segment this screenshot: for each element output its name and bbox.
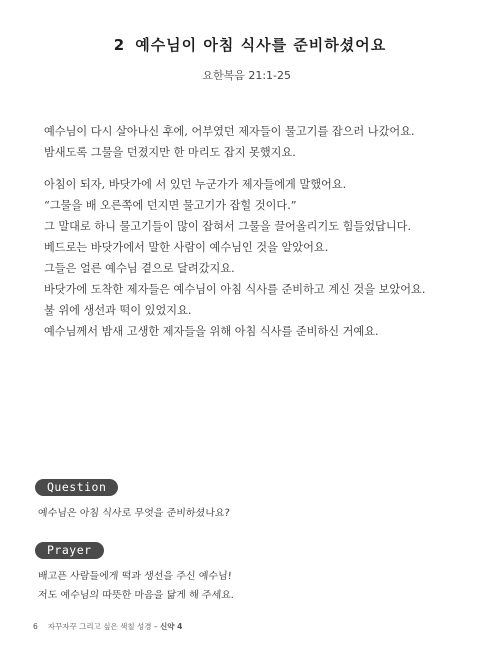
story-line: 불 위에 생선과 떡이 있었지요. (44, 304, 192, 317)
story-line: 바닷가에 도착한 제자들은 예수님이 아침 식사를 준비하고 계신 것을 보았어요. (44, 283, 426, 296)
prayer-label: Prayer (35, 542, 104, 559)
prayer-line: 저도 예수님의 따뜻한 마음을 닮게 해 주세요. (37, 590, 235, 601)
page-footer (33, 621, 182, 632)
page-number: 6 (33, 622, 38, 631)
story-line: 예수님이 다시 살아나신 후에, 어부였던 제자들이 물고기를 잡으러 나갔어요. (44, 125, 415, 138)
prayer-line: 배고픈 사람들에게 떡과 생선을 주신 예수님! (37, 571, 233, 582)
question-label: Question (35, 479, 118, 496)
book-volume: 신약 4 (160, 622, 183, 631)
chapter-number: 2 (113, 36, 126, 54)
story-line: 그들은 얼른 예수님 곁으로 달려갔지요. (44, 262, 235, 275)
story-line: “그물을 배 오른쪽에 던지면 물고기가 잡힐 것이다.” (44, 199, 297, 212)
story-line: 예수님께서 밤새 고생한 제자들을 위해 아침 식사를 준비하신 거예요. (44, 325, 379, 338)
scripture-reference: 요한복음 21:1-25 (202, 69, 291, 82)
story-line: 밤새도록 그물을 던졌지만 한 마리도 잡지 못했지요. (44, 146, 296, 159)
page-title (0, 34, 500, 55)
story-paragraph (44, 174, 474, 342)
story-line: 그 말대로 하니 물고기들이 많이 잡혀서 그물을 끌어올리기도 힘들었답니다. (44, 220, 412, 233)
story-text (44, 121, 474, 342)
story-line: 베드로는 바닷가에서 말한 사람이 예수님인 것을 알았어요. (44, 241, 329, 254)
story-line: 아침이 되자, 바닷가에 서 있던 누군가가 제자들에게 말했어요. (44, 178, 347, 191)
chapter-title: 예수님이 아침 식사를 준비하셨어요 (135, 36, 387, 54)
story-paragraph (44, 121, 474, 163)
question-text: 예수님은 아침 식사로 무엇을 준비하셨나요? (37, 508, 231, 519)
book-title: 자꾸자꾸 그리고 싶은 색칠 성경 – (47, 622, 158, 631)
